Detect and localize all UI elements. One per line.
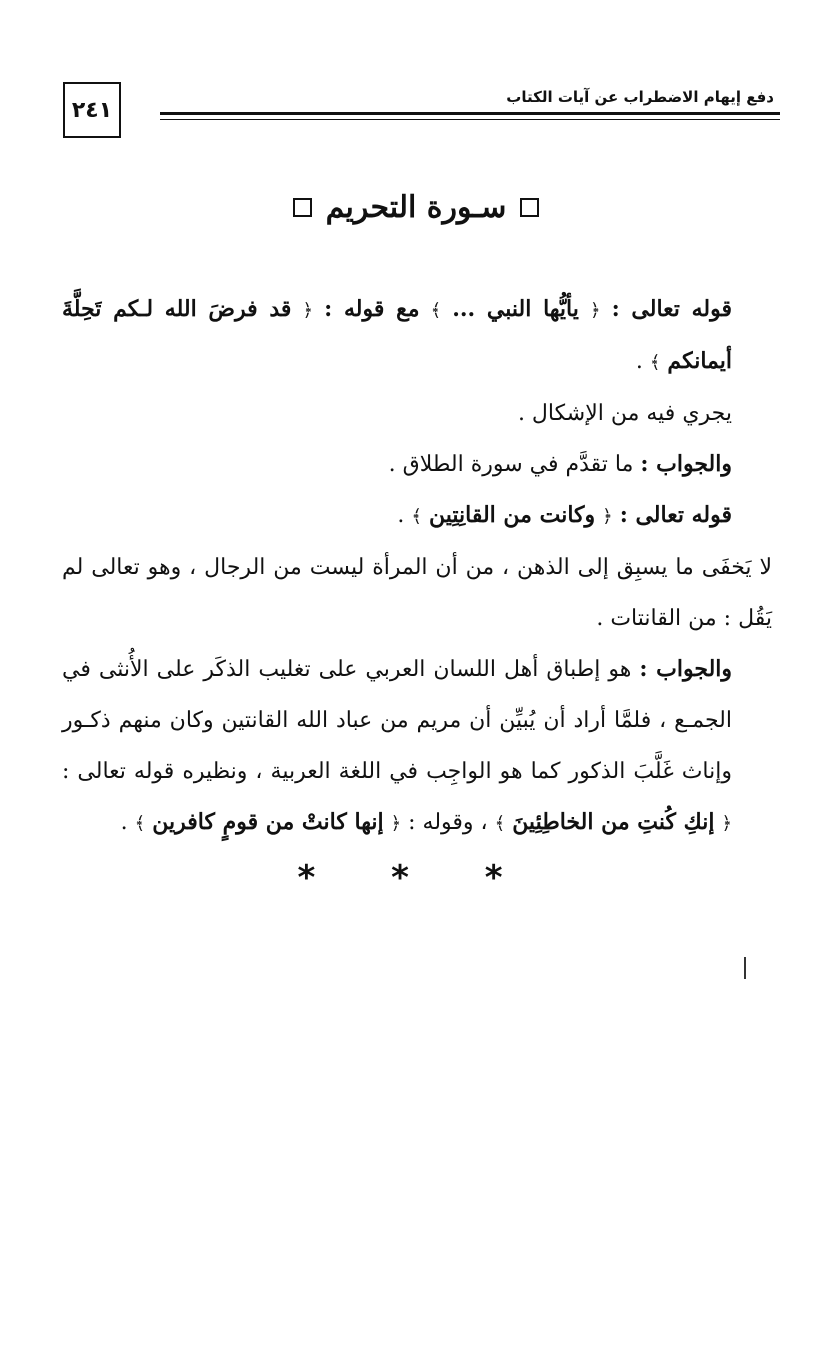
verse-quote: إنكِ كُنتِ من الخاطِئِينَ (512, 809, 715, 835)
quran-bracket-open: ﴿ (302, 300, 314, 321)
full-stop: . (635, 349, 643, 374)
square-ornament-icon (293, 198, 312, 217)
quran-bracket-open: ﴿ (602, 506, 613, 527)
answer-label: والجواب : (640, 451, 732, 477)
verse-quote: إنها كانتْ من قومٍ كافرين (152, 809, 384, 835)
quran-bracket-close: ﴾ (430, 300, 442, 321)
question-intro: قوله تعالى : (611, 296, 732, 322)
header-rule-thin (160, 119, 780, 120)
section-separator: * * * (297, 858, 535, 898)
question-intro: قوله تعالى : (619, 502, 732, 528)
quran-bracket-close: ﴾ (411, 506, 422, 527)
connector-text: ، وقوله : (408, 810, 488, 835)
verse-quote: وكانت من القانِتِين (428, 502, 596, 528)
running-title: دفع إيهام الاضطراب عن آيات الكتاب (506, 88, 774, 106)
answer-2 (62, 644, 772, 849)
answer-1 (62, 439, 772, 490)
verse-quote: قد فرضَ الله لـكم تَحِلَّةَ أيمانكم (62, 296, 732, 374)
full-stop: . (397, 503, 405, 528)
body-text (62, 284, 772, 849)
quran-bracket-open: ﴿ (721, 813, 732, 834)
header-rule (160, 112, 780, 115)
paragraph-problem: يجري فيه من الإشكال . (517, 401, 732, 426)
quran-bracket-close: ﴾ (494, 813, 506, 834)
surah-heading (0, 190, 832, 225)
question-2 (62, 490, 772, 542)
full-stop: . (120, 810, 128, 835)
quran-bracket-open: ﴿ (390, 813, 402, 834)
surah-title: سـورة التحريم (325, 190, 507, 225)
square-ornament-icon (520, 198, 539, 217)
answer-text: ما تقدَّم في سورة الطلاق . (388, 452, 634, 477)
answer-label: والجواب : (639, 656, 733, 682)
paragraph-discussion: لا يَخفَى ما يسبِق إلى الذهن ، من أن المرأة ليست من الرجال ، وهو تعالى لم يَقُل : من القانتات . (62, 555, 772, 631)
quran-bracket-close: ﴾ (134, 813, 146, 834)
answer-text: هو إطباق أهل اللسان العربي على تغليب الذكَر على الأُنثى في الجمـع ، فلمَّا أراد أن يُبيِّن أن مريم من عباد الله القانتين وكان منهم ذكـور وإناث غَلَّبَ الذكور كما هو الواجِب في اللغة العربية ، ونظيره قوله تعالى : (62, 657, 732, 784)
margin-mark (744, 957, 746, 979)
verse-quote: يأيُّها النبي ... (452, 296, 579, 322)
connector-text: مع قوله : (324, 296, 420, 322)
quran-bracket-open: ﴿ (589, 300, 601, 321)
page-number: ٢٤١ (63, 82, 121, 138)
quran-bracket-close: ﴾ (649, 352, 661, 373)
question-1 (62, 284, 772, 388)
